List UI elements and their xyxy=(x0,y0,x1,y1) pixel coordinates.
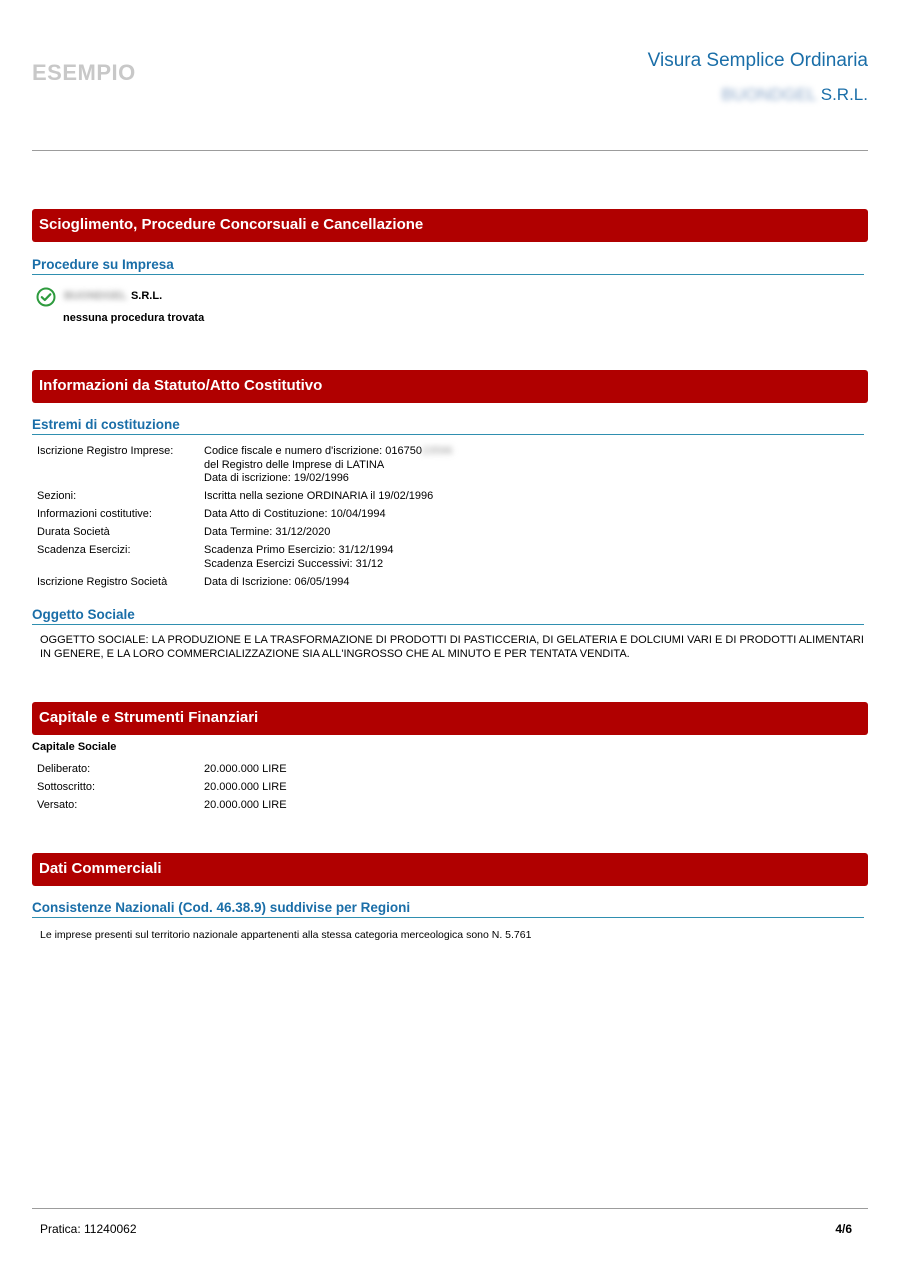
row-label-costitutive: Informazioni costitutive: xyxy=(37,508,152,520)
consistenze-text: Le imprese presenti sul territorio nazionale appartenenti alla stessa categoria merceologica sono N. 5.761 xyxy=(40,929,532,941)
page-number: 4/6 xyxy=(835,1222,852,1236)
section-bar-statuto xyxy=(32,370,868,403)
subheading-oggetto: Oggetto Sociale xyxy=(32,607,864,625)
company-suffix: S.R.L. xyxy=(130,290,163,302)
section-title: Informazioni da Statuto/Atto Costitutivo xyxy=(39,377,323,394)
row-value-sezioni: Iscritta nella sezione ORDINARIA il 19/02/1996 xyxy=(204,490,434,502)
row-value-versato: 20.000.000 LIRE xyxy=(204,799,287,811)
row-value-scadenza xyxy=(204,544,394,571)
pratica-number: Pratica: 11240062 xyxy=(40,1222,137,1236)
row-value-registro-societa: Data di Iscrizione: 06/05/1994 xyxy=(204,576,350,588)
section-title: Capitale e Strumenti Finanziari xyxy=(39,709,259,726)
value-line: Data di iscrizione: 19/02/1996 xyxy=(204,472,349,484)
header-divider xyxy=(32,150,868,151)
row-label-sezioni: Sezioni: xyxy=(37,490,77,502)
procedure-status: nessuna procedura trovata xyxy=(63,312,205,324)
row-label-iscrizione: Iscrizione Registro Imprese: xyxy=(37,445,174,457)
section-title: Dati Commerciali xyxy=(39,860,162,877)
watermark: ESEMPIO xyxy=(32,60,136,85)
company-name-redacted: BUONDGEL xyxy=(64,290,127,302)
section-bar-capitale xyxy=(32,702,868,735)
row-label-deliberato: Deliberato: xyxy=(37,763,91,775)
row-value-durata: Data Termine: 31/12/2020 xyxy=(204,526,331,538)
value-line: del Registro delle Imprese di LATINA xyxy=(204,458,385,471)
procedure-company xyxy=(64,290,162,302)
company-name-redacted: BUONDGEL xyxy=(721,85,817,104)
row-value-costitutive: Data Atto di Costituzione: 10/04/1994 xyxy=(204,508,386,520)
section-bar-scioglimento xyxy=(32,209,868,242)
subheading-consistenze: Consistenze Nazionali (Cod. 46.38.9) suddivise per Regioni xyxy=(32,900,864,918)
row-value-deliberato: 20.000.000 LIRE xyxy=(204,763,287,775)
row-label-registro-societa: Iscrizione Registro Società xyxy=(37,576,168,588)
subheading-capitale-sociale: Capitale Sociale xyxy=(32,741,117,753)
footer-divider xyxy=(32,1208,868,1209)
row-label-sottoscritto: Sottoscritto: xyxy=(37,781,96,793)
check-circle-icon xyxy=(36,287,56,307)
row-value-iscrizione xyxy=(204,445,457,486)
row-label-durata: Durata Società xyxy=(37,526,110,538)
redacted-number: 23596 xyxy=(421,445,453,457)
value-line: Scadenza Esercizi Successivi: 31/12 xyxy=(204,557,384,570)
subheading-procedure: Procedure su Impresa xyxy=(32,257,864,275)
company-suffix: S.R.L. xyxy=(820,85,868,104)
section-bar-commerciali xyxy=(32,853,868,886)
row-value-sottoscritto: 20.000.000 LIRE xyxy=(204,781,287,793)
subheading-estremi: Estremi di costituzione xyxy=(32,417,864,435)
document-title: Visura Semplice Ordinaria xyxy=(647,50,868,71)
row-label-scadenza: Scadenza Esercizi: xyxy=(37,544,131,556)
value-line: Scadenza Primo Esercizio: 31/12/1994 xyxy=(204,544,394,556)
section-title: Scioglimento, Procedure Concorsuali e Cancellazione xyxy=(39,216,424,233)
company-name-header xyxy=(721,85,868,105)
oggetto-sociale-text: OGGETTO SOCIALE: LA PRODUZIONE E LA TRASFORMAZIONE DI PRODOTTI DI PASTICCERIA, DI GELATERIA E DOLCIUMI VARI E DI PRODOTTI ALIMENTARI IN GENERE, E LA LORO COMMERCIALIZZAZIONE SIA ALL'INGROSSO CHE AL MINUTO E PER TENTATA VENDITA. xyxy=(40,634,864,660)
value-line: Codice fiscale e numero d'iscrizione: 016750 xyxy=(204,445,422,457)
row-label-versato: Versato: xyxy=(37,799,78,811)
